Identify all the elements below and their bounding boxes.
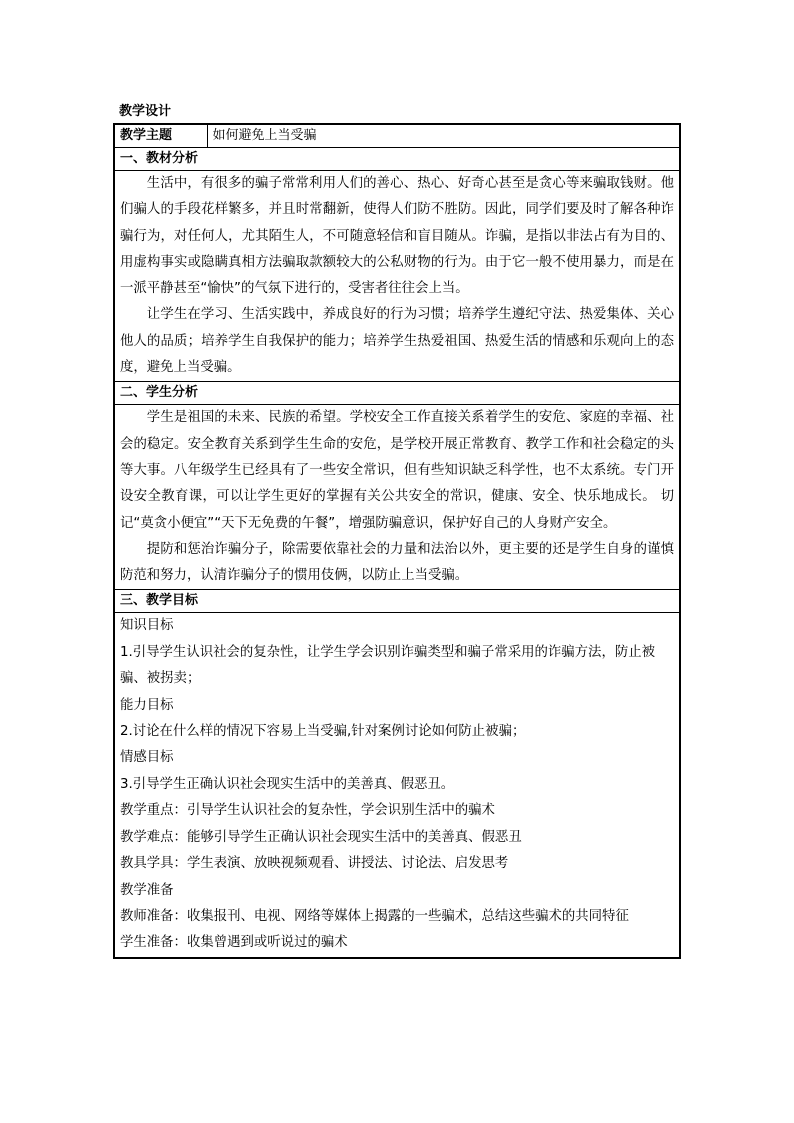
materials-paragraph-2: 让学生在学习、生活实践中，养成良好的行为习惯；培养学生遵纪守法、热爱集体、关心他人的品质；培养学生自我保护的能力；培养学生热爱祖国、热爱生活的情感和乐观向上的态度，避免上当受骗。 bbox=[120, 307, 674, 376]
student-preparation: 学生准备：收集曾遇到或听说过的骗术 bbox=[120, 935, 348, 951]
topic-value: 如何避免上当受骗 bbox=[207, 124, 680, 148]
goals-heading-row bbox=[114, 590, 680, 613]
topic-label: 教学主题 bbox=[114, 124, 207, 148]
students-body bbox=[114, 405, 680, 590]
materials-heading-row bbox=[114, 148, 680, 171]
students-heading: 二、学生分析 bbox=[114, 382, 680, 405]
materials-body bbox=[114, 171, 680, 382]
knowledge-goal-text: 1.引导学生认识社会的复杂性，让学生学会识别诈骗类型和骗子常采用的诈骗方法，防止被骗、被拐卖； bbox=[120, 644, 656, 687]
knowledge-goal-heading: 知识目标 bbox=[120, 618, 174, 634]
students-paragraph-1: 学生是祖国的未来、民族的希望。学校安全工作直接关系着学生的安危、家庭的幸福、社会的稳定。安全教育关系到学生生命的安危，是学校开展正常教育、教学工作和社会稳定的头等大事。八年级学生已经具有了一些安全常识，但有些知识缺乏科学性，也不太系统。专门开设安全教育课，可以让学生更好的掌握有关公共安全的常识，健康、安全、快乐地成长。 切记“莫贪小便宜”“天下无免费的午餐”，增强防骗意识，保护好自己的人身财产安全。 bbox=[120, 410, 674, 531]
document-title: 教学设计 bbox=[119, 104, 172, 119]
emotion-goal-heading: 情感目标 bbox=[120, 750, 174, 766]
materials-heading: 一、教材分析 bbox=[114, 148, 680, 171]
preparation-heading: 教学准备 bbox=[120, 882, 174, 898]
teacher-preparation: 教师准备：收集报刊、电视、网络等媒体上揭露的一些骗术，总结这些骗术的共同特征 bbox=[120, 908, 629, 924]
goals-body bbox=[114, 613, 680, 958]
students-body-row bbox=[114, 405, 680, 590]
students-paragraph-2: 提防和惩治诈骗分子，除需要依靠社会的力量和法治以外，更主要的还是学生自身的谨慎防范和努力，认清诈骗分子的惯用伎俩，以防止上当受骗。 bbox=[120, 541, 674, 584]
lesson-plan-table bbox=[113, 123, 681, 959]
teaching-focus: 教学重点：引导学生认识社会的复杂性，学会识别生活中的骗术 bbox=[120, 803, 495, 819]
goals-body-row bbox=[114, 613, 680, 958]
materials-body-row bbox=[114, 171, 680, 382]
topic-row bbox=[114, 124, 680, 148]
students-heading-row bbox=[114, 382, 680, 405]
ability-goal-text: 2.讨论在什么样的情况下容易上当受骗,针对案例讨论如何防止被骗； bbox=[120, 724, 526, 740]
materials-paragraph-1: 生活中，有很多的骗子常常利用人们的善心、热心、好奇心甚至是贪心等来骗取钱财。他们骗人的手段花样繁多，并且时常翻新，使得人们防不胜防。因此，同学们要及时了解各种诈骗行为，对任何人，尤其陌生人，不可随意轻信和盲目随从。诈骗，是指以非法占有为目的、用虚构事实或隐瞒真相方法骗取款额较大的公私财物的行为。由于它一般不使用暴力，而是在一派平静甚至“愉快”的气氛下进行的，受害者往往会上当。 bbox=[120, 176, 674, 297]
goals-heading: 三、教学目标 bbox=[114, 590, 680, 613]
ability-goal-heading: 能力目标 bbox=[120, 697, 174, 713]
emotion-goal-text: 3.引导学生正确认识社会现实生活中的美善真、假恶丑。 bbox=[120, 776, 455, 792]
teaching-aids: 教具学具：学生表演、放映视频观看、讲授法、讨论法、启发思考 bbox=[120, 856, 509, 872]
teaching-difficulty: 教学难点：能够引导学生正确认识社会现实生活中的美善真、假恶丑 bbox=[120, 829, 522, 845]
